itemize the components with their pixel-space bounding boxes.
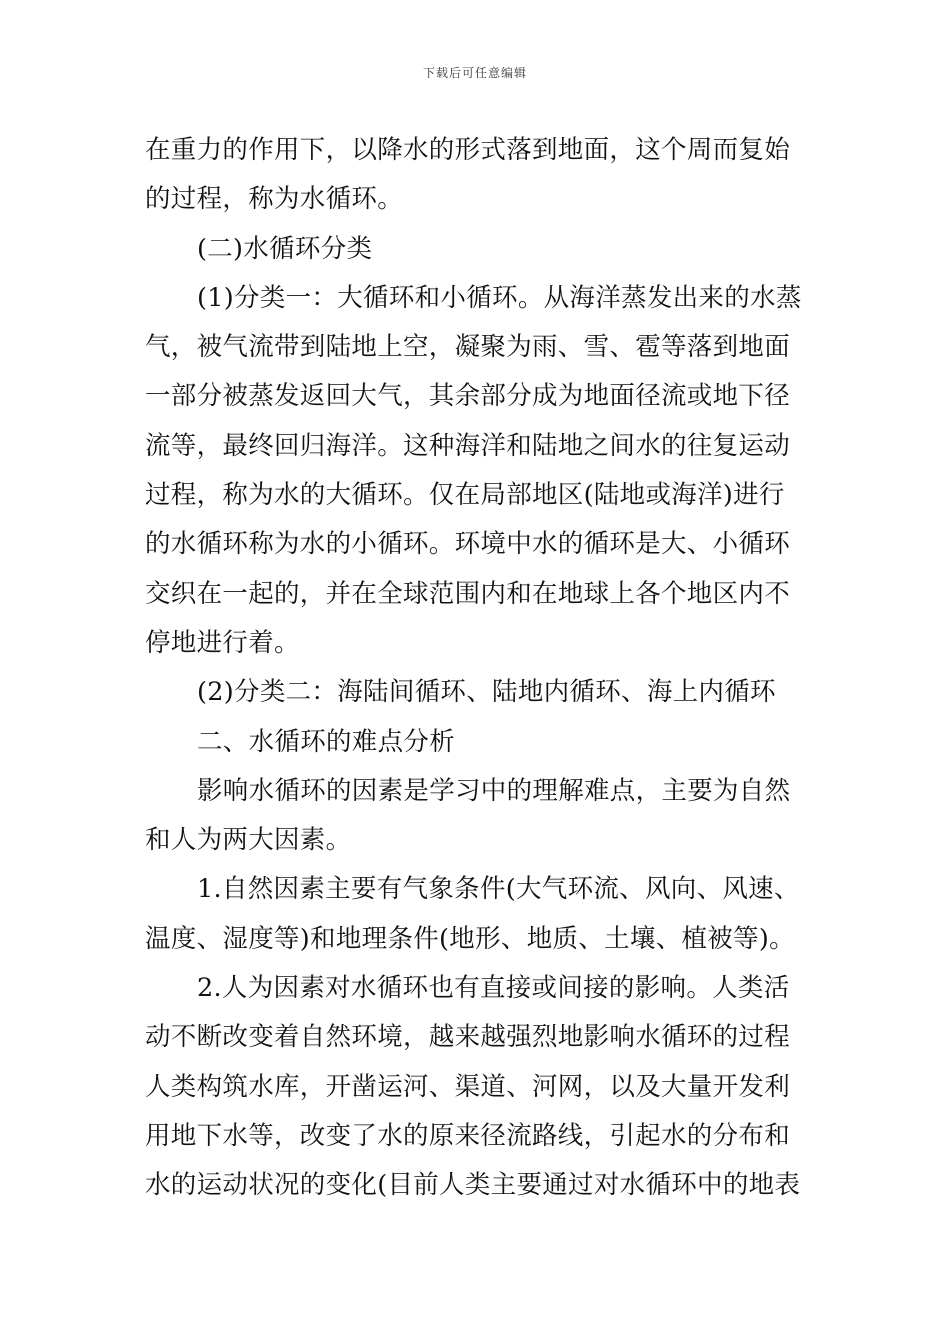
text-line: 过程，称为水的大循环。仅在局部地区(陆地或海洋)进行 xyxy=(145,480,785,511)
text-line: (1)分类一：大循环和小循环。从海洋蒸发出来的水蒸 xyxy=(197,282,802,313)
text-line: 人类构筑水库，开凿运河、渠道、河网，以及大量开发利 xyxy=(145,1071,791,1102)
text-line: 2.人为因素对水循环也有直接或间接的影响。人类活 xyxy=(197,973,790,1004)
text-line: (2)分类二：海陆间循环、陆地内循环、海上内循环 xyxy=(197,677,776,708)
text-line: 停地进行着。 xyxy=(145,627,300,658)
text-line: 气，被气流带到陆地上空，凝聚为雨、雪、雹等落到地面 xyxy=(145,332,791,363)
text-line: 一部分被蒸发返回大气，其余部分成为地面径流或地下径 xyxy=(145,381,791,412)
text-line: 在重力的作用下，以降水的形式落到地面，这个周而复始 xyxy=(145,135,791,165)
text-line: 1.自然因素主要有气象条件(大气环流、风向、风速、 xyxy=(197,874,800,905)
header-note: 下载后可任意编辑 xyxy=(422,66,527,80)
section-heading: (二)水循环分类 xyxy=(197,233,373,264)
text-line: 用地下水等，改变了水的原来径流路线，引起水的分布和 xyxy=(145,1120,791,1151)
text-line: 水的运动状况的变化(目前人类主要通过对水循环中的地表 xyxy=(145,1170,801,1201)
text-line: 动不断改变着自然环境，越来越强烈地影响水循环的过程 xyxy=(145,1022,791,1053)
text-line: 的水循环称为水的小循环。环境中水的循环是大、小循环 xyxy=(145,529,791,560)
text-line: 影响水循环的因素是学习中的理解难点，主要为自然 xyxy=(197,775,791,806)
document-body xyxy=(145,126,810,1211)
text-line: 的过程，称为水循环。 xyxy=(145,184,404,215)
text-line: 流等，最终回归海洋。这种海洋和陆地之间水的往复运动 xyxy=(145,430,791,461)
text-line: 和人为两大因素。 xyxy=(145,825,352,856)
text-line: 温度、湿度等)和地理条件(地形、地质、土壤、植被等)。 xyxy=(145,923,795,954)
text-line: 交织在一起的，并在全球范围内和在地球上各个地区内不 xyxy=(145,578,791,609)
section-heading: 二、水循环的难点分析 xyxy=(197,726,456,757)
